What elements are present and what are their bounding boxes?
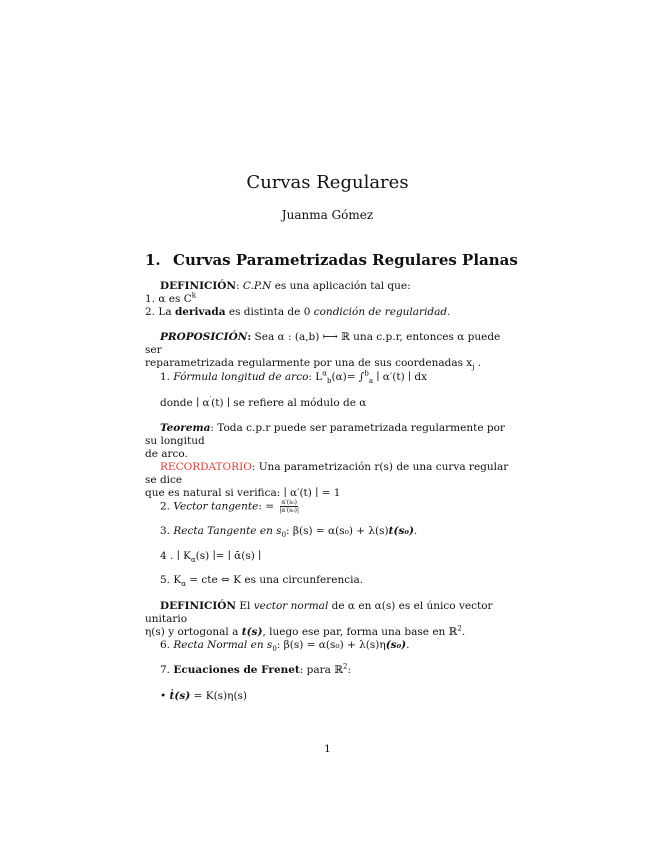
document-title: Curvas Regulares (246, 172, 409, 193)
item-7-bold: Ecuaciones de Frenet (173, 664, 300, 676)
definition-2-pre: El (236, 600, 254, 612)
definition-block (145, 280, 515, 319)
reminder-block (145, 461, 515, 500)
section-heading (145, 251, 518, 269)
bullet-rest: = K(s)η(s) (190, 690, 248, 702)
item-1-integral-upper: b (364, 369, 369, 378)
item-6-label: Recta Normal en s (173, 639, 273, 651)
item-6-prefix: 6. (160, 639, 174, 651)
item-1-formula-rest: (α)= ∫ (331, 371, 365, 383)
item-4-text: 4 . ∣ K (160, 550, 191, 562)
item-5-sub: α (181, 580, 186, 589)
definition-term: C.P.N (242, 280, 272, 292)
theorem-text: : Toda c.p.r puede ser parametrizada regularmente por su longitud (145, 422, 505, 447)
item-7-rest: : para ℝ (299, 664, 343, 676)
definition-item-1: 1. α es C (145, 293, 192, 305)
reminder-text: : Una parametrización r(s) de una curva regular se dice (145, 461, 509, 486)
definition-label: DEFINICIÓN (160, 280, 236, 292)
item-3-bold: t(s₀) (388, 525, 414, 537)
item-7-prefix: 7. (160, 664, 174, 676)
definition-colon: : (236, 280, 240, 292)
normal-line (145, 639, 515, 652)
definition-item-2-end: . (447, 306, 451, 318)
definition-2-label: DEFINICIÓN (160, 600, 236, 612)
modulus-note-pre: donde ∣ α (160, 397, 210, 409)
item-2-rest: : = (258, 500, 278, 513)
proposition-label: PROPOSICIÓN (160, 331, 248, 343)
item-1-prefix: 1. (160, 371, 174, 383)
theorem-label: Teorema (160, 422, 211, 434)
reminder-line-2: que es natural si verifica: ∣ α′(t) ∣ = 1 (145, 487, 341, 499)
fraction-numerator: α′(s₀) (281, 499, 297, 506)
section-title: Curvas Parametrizadas Regulares Planas (173, 251, 518, 269)
definition-2-line-2-pre: η(s) y ortogonal a (145, 626, 242, 638)
bullet-bold: ṫ(s) (169, 690, 191, 702)
item-5-text: 5. K (160, 574, 182, 586)
item-2-label: Vector tangente (173, 500, 259, 513)
modulus-note (145, 397, 515, 410)
item-1-label: Fórmula longitud de arco (173, 371, 309, 383)
item-1-formula: L (315, 371, 323, 383)
item-4-rest: (s) ∣= ∣ ᾱ(s) ∣ (195, 550, 262, 562)
definition-item-2-mid: es distinta de 0 (225, 306, 314, 318)
definition-2-italic: vector normal (253, 600, 329, 612)
constant-curvature (145, 574, 515, 587)
normal-vector-definition (145, 600, 515, 639)
item-1-integrand: ∣ α′(t) ∣ dx (373, 371, 428, 383)
definition-2-line-2-bold: t(s) (241, 626, 263, 638)
item-6-rest: : β(s) = α(s₀) + λ(s)η (276, 639, 386, 651)
item-3-prefix: 3. (160, 525, 174, 537)
item-1-formula-sup: α (322, 369, 328, 378)
bullet-icon: • (160, 690, 167, 702)
frenet-equations (145, 664, 515, 677)
proposition-colon: : (247, 331, 252, 343)
item-3-end: . (413, 525, 418, 537)
tangent-fraction (279, 499, 299, 514)
fraction-denominator: |α′(s₀)| (279, 507, 299, 514)
proposition-subscript: j (472, 363, 475, 372)
proposition-line-1: Sea α : (a,b) ⟼ ℝ una c.p.r, entonces α puede ser (145, 331, 501, 356)
tangent-line (145, 525, 515, 538)
definition-item-2-pre: 2. La (145, 306, 175, 318)
item-1-formula-sub: b (327, 377, 332, 386)
modulus-note-rest: (t) ∣ se refiere al módulo de α (211, 397, 367, 409)
item-3-rest: : β(s) = α(s₀) + λ(s) (286, 525, 389, 537)
curvature-modulus (145, 550, 515, 563)
definition-item-1-sup: k (191, 291, 197, 300)
frenet-bullet (145, 690, 515, 703)
proposition-line-2-end: . (474, 357, 482, 369)
item-5-rest: = cte ⇔ K es una circunferencia. (185, 574, 364, 586)
section-number: 1. (145, 251, 161, 269)
tangent-vector (145, 499, 515, 514)
proposition-block (145, 331, 515, 370)
reminder-label: RECORDATORIO (160, 461, 252, 473)
item-6-end: . (406, 639, 410, 651)
document-author: Juanma Gómez (281, 208, 374, 222)
theorem-block (145, 422, 515, 461)
modulus-note-prime: ′ (209, 395, 212, 404)
definition-text: es una aplicación tal que: (271, 280, 411, 292)
item-2-prefix: 2. (160, 500, 174, 513)
item-3-label: Recta Tangente en s (173, 525, 282, 537)
proposition-line-2: reparametrizada regularmente por una de sus coordenadas x (145, 357, 473, 369)
definition-2-line-2-rest: , luego ese par, forma una base en ℝ (262, 626, 458, 638)
definition-2-rest: de α en α(s) es el único vector unitario (145, 600, 493, 625)
theorem-line-2: de arco. (145, 448, 188, 460)
definition-2-line-2-sup: 2 (457, 624, 462, 633)
page-number: 1 (324, 743, 331, 755)
item-3-label-sub: 0 (281, 531, 287, 540)
item-6-label-sub: 0 (272, 645, 277, 654)
item-6-bold: (s₀) (385, 639, 407, 651)
item-7-end: : (347, 664, 352, 676)
item-1-integral-lower: a (368, 377, 374, 386)
item-7-sup: 2 (343, 662, 348, 671)
definition-2-line-2-end: . (461, 626, 466, 638)
item-4-sub: α (190, 556, 196, 565)
definition-item-2-italic: condición de regularidad (313, 306, 448, 318)
definition-item-2-bold: derivada (174, 306, 226, 318)
item-1-colon: : (308, 371, 316, 383)
arc-length-formula (145, 371, 515, 384)
